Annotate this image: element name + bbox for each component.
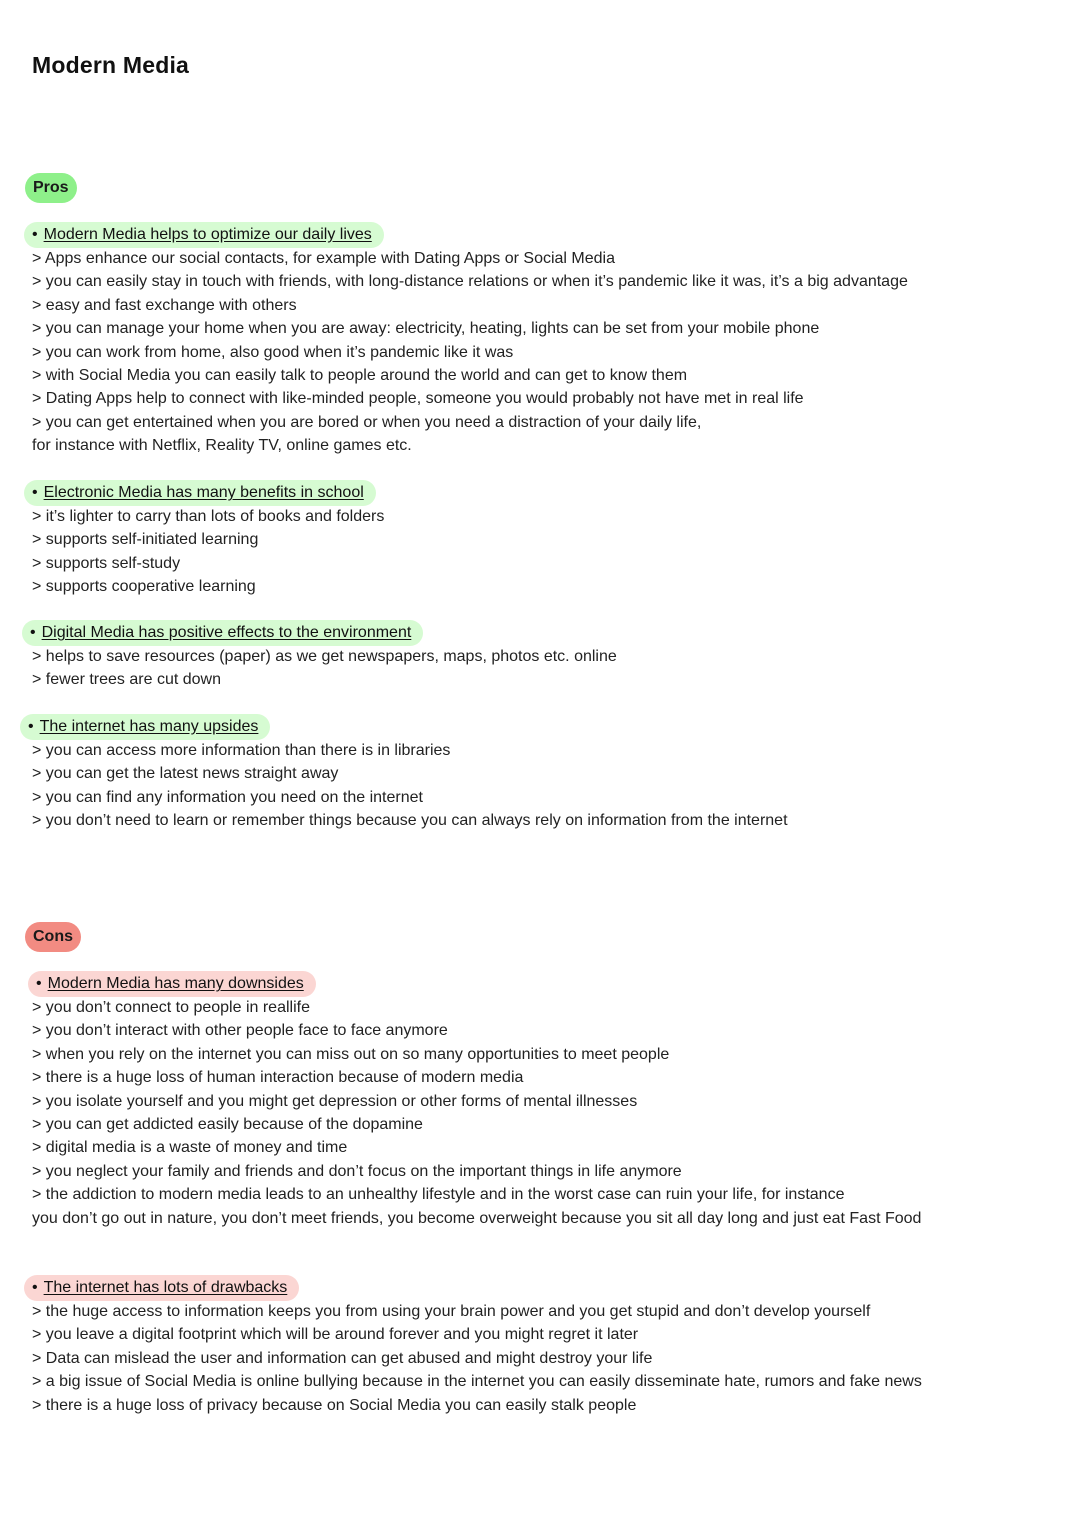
- list-item: > you don’t interact with other people face to face anymore: [32, 1022, 448, 1040]
- pros-heading-school: [24, 480, 376, 506]
- list-item: > it’s lighter to carry than lots of books and folders: [32, 508, 385, 525]
- list-item: > you can get the latest news straight away: [32, 765, 339, 783]
- bullet-icon: •: [30, 624, 36, 641]
- list-item: > supports cooperative learning: [32, 578, 256, 596]
- heading-text: Electronic Media has many benefits in school: [43, 484, 364, 501]
- list-item: > you can work from home, also good when it’s pandemic like it was: [32, 343, 514, 361]
- list-item: > you can get addicted easily because of the dopamine: [32, 1115, 423, 1133]
- list-item: > you neglect your family and friends and don’t focus on the important things in life anymore: [32, 1162, 682, 1180]
- list-item: > when you rely on the internet you can miss out on so many opportunities to meet people: [32, 1045, 670, 1063]
- bullet-icon: •: [32, 1279, 38, 1296]
- pros-heading-daily-lives: [24, 222, 384, 248]
- heading-text: Digital Media has positive effects to the environment: [41, 624, 412, 641]
- list-item: > Data can mislead the user and information can get abused and might destroy your life: [32, 1349, 653, 1367]
- list-item: > you can easily stay in touch with friends, with long-distance relations or when it’s pandemic like it was, it’s a big advantage: [32, 273, 908, 291]
- heading-text: Modern Media has many downsides: [47, 975, 304, 992]
- list-item: > the addiction to modern media leads to an unhealthy lifestyle and in the worst case can ruin your life, for instance: [32, 1186, 845, 1204]
- cons-heading-drawbacks: [24, 1275, 299, 1301]
- pros-heading-environment: [22, 620, 423, 646]
- pros-list-environment: [32, 645, 617, 692]
- cons-list-drawbacks: [32, 1300, 922, 1417]
- list-item: > Dating Apps help to connect with like-minded people, someone you would probably not have met in real life: [32, 390, 804, 408]
- list-item: > you don’t connect to people in reallife: [32, 999, 310, 1016]
- bullet-icon: •: [36, 975, 42, 992]
- list-item: > you can access more information than there is in libraries: [32, 742, 451, 759]
- heading-text: The internet has lots of drawbacks: [43, 1279, 288, 1296]
- bullet-icon: •: [28, 718, 34, 735]
- page-title: Modern Media: [32, 52, 190, 78]
- heading-text: Modern Media helps to optimize our daily lives: [43, 226, 372, 243]
- pros-tag: Pros: [25, 173, 77, 203]
- list-item: for instance with Netflix, Reality TV, online games etc.: [32, 437, 412, 455]
- list-item: > you leave a digital footprint which will be around forever and you might regret it later: [32, 1326, 639, 1344]
- cons-tag: Cons: [25, 922, 81, 952]
- list-item: you don’t go out in nature, you don’t meet friends, you become overweight because you sit all day long and just eat Fast Food: [32, 1209, 922, 1227]
- list-item: > Apps enhance our social contacts, for example with Dating Apps or Social Media: [32, 250, 615, 267]
- list-item: > you can find any information you need on the internet: [32, 788, 423, 806]
- pros-list-school: [32, 505, 384, 599]
- list-item: > easy and fast exchange with others: [32, 296, 297, 314]
- bullet-icon: •: [32, 484, 38, 501]
- list-item: > supports self-initiated learning: [32, 531, 259, 549]
- list-item: > supports self-study: [32, 554, 181, 572]
- list-item: > a big issue of Social Media is online bullying because in the internet you can easily disseminate hate, rumors and fake news: [32, 1373, 922, 1391]
- list-item: > helps to save resources (paper) as we get newspapers, maps, photos etc. online: [32, 648, 617, 665]
- heading-text: The internet has many upsides: [39, 718, 259, 735]
- list-item: > you can get entertained when you are bored or when you need a distraction of your daily life,: [32, 413, 702, 431]
- list-item: > the huge access to information keeps you from using your brain power and you get stupid and don’t develop yourself: [32, 1303, 871, 1320]
- list-item: > you isolate yourself and you might get depression or other forms of mental illnesses: [32, 1092, 638, 1110]
- list-item: > fewer trees are cut down: [32, 671, 221, 689]
- list-item: > with Social Media you can easily talk to people around the world and can get to know them: [32, 366, 688, 384]
- list-item: > there is a huge loss of privacy because on Social Media you can easily stalk people: [32, 1396, 637, 1414]
- pros-list-daily-lives: [32, 247, 908, 458]
- list-item: > digital media is a waste of money and time: [32, 1139, 348, 1157]
- bullet-icon: •: [32, 226, 38, 243]
- list-item: > you can manage your home when you are away: electricity, heating, lights can be set from your mobile phone: [32, 320, 820, 338]
- list-item: > you don’t need to learn or remember things because you can always rely on information from the internet: [32, 812, 788, 830]
- cons-list-downsides: [32, 996, 921, 1230]
- list-item: > there is a huge loss of human interaction because of modern media: [32, 1069, 524, 1087]
- pros-heading-internet: [20, 714, 270, 740]
- cons-heading-downsides: [28, 971, 316, 997]
- pros-list-internet: [32, 739, 788, 833]
